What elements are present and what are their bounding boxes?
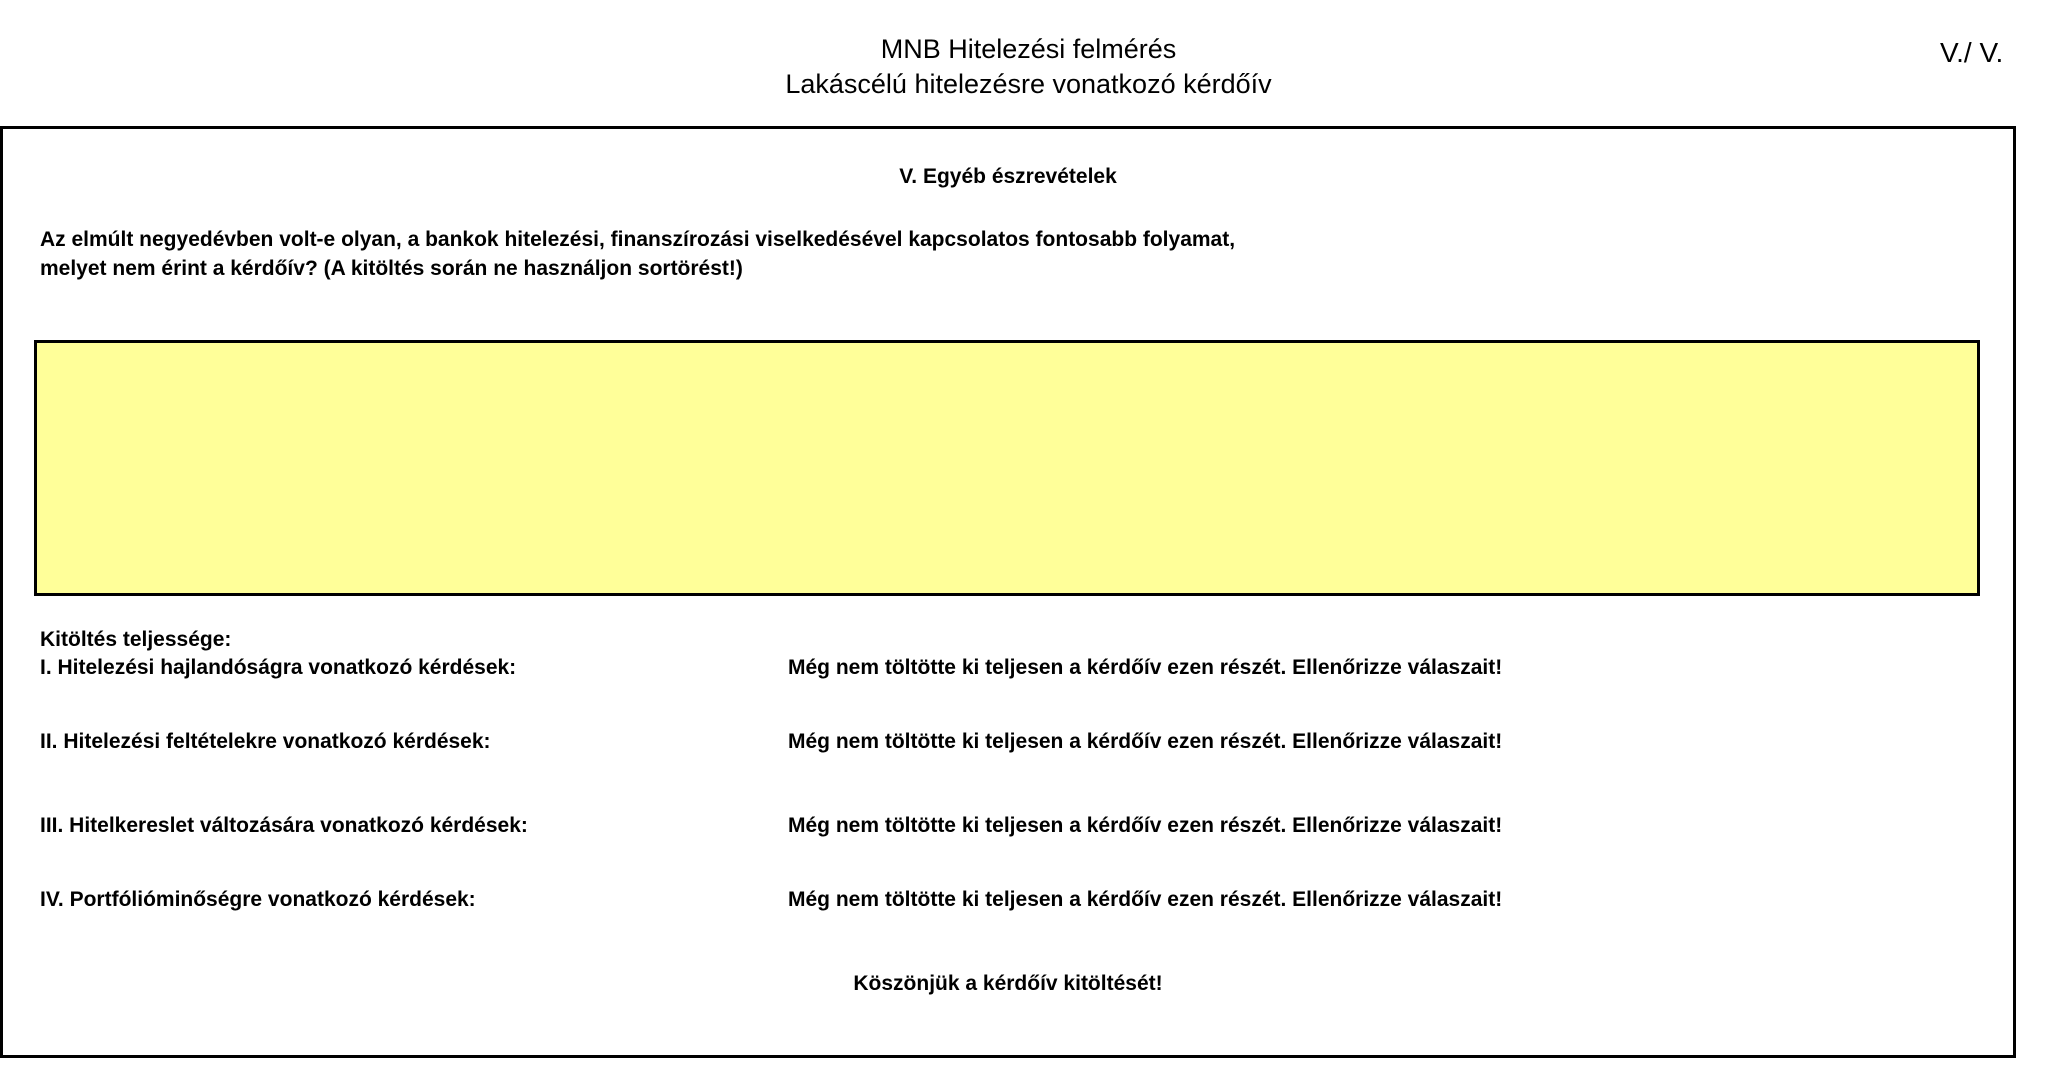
page-marker: V./ V.: [1940, 37, 2004, 68]
completeness-title: Kitöltés teljessége:: [40, 628, 232, 651]
questionnaire-subtitle: Lakáscélú hitelezésre vonatkozó kérdőív: [785, 69, 1272, 99]
thank-you-message: Köszönjük a kérdőív kitöltését!: [853, 972, 1163, 995]
comments-answer-field[interactable]: [34, 340, 1980, 596]
completeness-row-label-2: II. Hitelezési feltételekre vonatkozó kérdések:: [40, 730, 491, 753]
question-text-line1: Az elmúlt negyedévben volt-e olyan, a bankok hitelezési, finanszírozási viselkedésével kapcsolatos fontosabb folyamat,: [40, 228, 1236, 251]
completeness-status-2: Még nem töltötte ki teljesen a kérdőív ezen részét. Ellenőrizze válaszait!: [788, 730, 1503, 753]
survey-title: MNB Hitelezési felmérés: [880, 34, 1177, 64]
completeness-row-label-4: IV. Portfólióminőségre vonatkozó kérdések:: [40, 888, 476, 911]
completeness-status-4: Még nem töltötte ki teljesen a kérdőív ezen részét. Ellenőrizze válaszait!: [788, 888, 1503, 911]
completeness-status-1: Még nem töltötte ki teljesen a kérdőív ezen részét. Ellenőrizze válaszait!: [788, 656, 1503, 679]
completeness-row-label-1: I. Hitelezési hajlandóságra vonatkozó kérdések:: [40, 656, 517, 679]
question-text-line2: melyet nem érint a kérdőív? (A kitöltés során ne használjon sortörést!): [40, 257, 743, 280]
completeness-row-label-3: III. Hitelkereslet változására vonatkozó kérdések:: [40, 814, 528, 837]
completeness-status-3: Még nem töltötte ki teljesen a kérdőív ezen részét. Ellenőrizze válaszait!: [788, 814, 1503, 837]
section-heading: V. Egyéb észrevételek: [899, 165, 1117, 188]
